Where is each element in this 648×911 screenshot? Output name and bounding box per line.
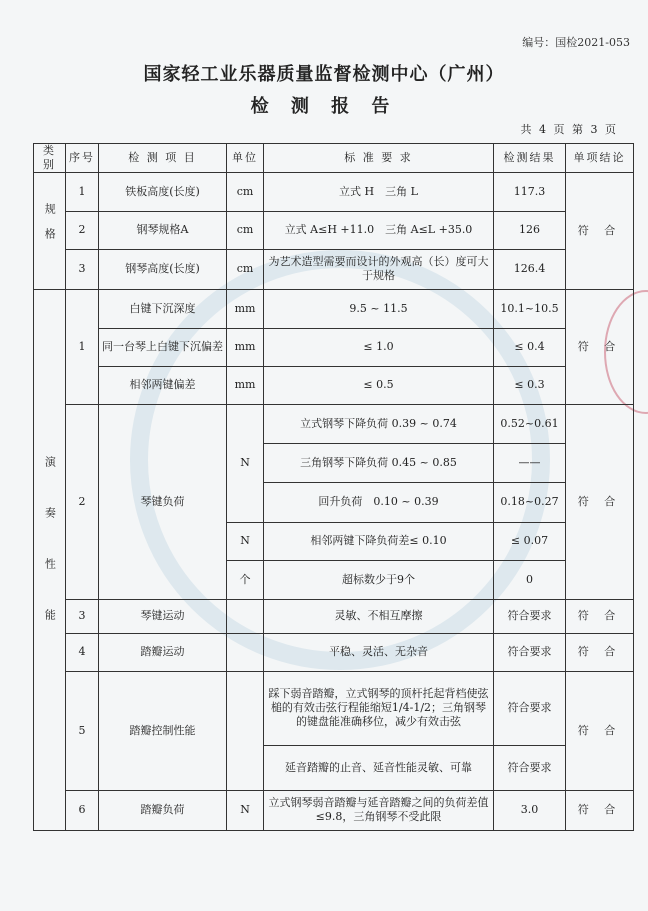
conclusion-cell: 符 合 [566,172,634,289]
unit-cell [227,671,264,790]
category-cell [34,289,66,830]
unit-cell: N [227,790,264,830]
result-cell: 117.3 [494,172,566,211]
table-row [34,366,634,404]
unit-cell: N [227,522,264,560]
standard-cell: 灵敏、不相互摩擦 [264,599,494,633]
standard-cell: 三角钢琴下降负荷 0.45 ~ 0.85 [264,443,494,482]
conclusion-cell: 符 合 [566,289,634,404]
standard-cell: 立式钢琴下降负荷 0.39 ~ 0.74 [264,404,494,443]
org-title: 国家轻工业乐器质量监督检测中心（广州） [143,64,505,85]
item-cell: 白键下沉深度 [99,289,227,328]
table-row [34,404,634,443]
standard-cell: 立式 A≤H +11.0 三角 A≤L +35.0 [264,211,494,249]
inspection-table [33,143,634,831]
unit-cell [227,633,264,671]
item-cell: 琴键负荷 [99,404,227,599]
table-header-row [34,144,634,173]
table-row [34,211,634,249]
seq-cell: 3 [66,599,99,633]
header-category: 类别 [34,144,66,173]
result-cell: 符合要求 [494,671,566,745]
table-row [34,633,634,671]
unit-cell: cm [227,249,264,289]
report-title: 检 测 报 告 [250,96,398,117]
unit-cell: 个 [227,560,264,599]
conclusion-cell: 符 合 [566,404,634,599]
item-cell: 踏瓣控制性能 [99,671,227,790]
item-cell: 同一台琴上白键下沉偏差 [99,328,227,366]
result-cell: 符合要求 [494,633,566,671]
item-cell: 相邻两键偏差 [99,366,227,404]
result-cell: 0.18~0.27 [494,482,566,522]
category-cell [34,172,66,289]
table-row [34,790,634,830]
standard-cell: 超标数少于9个 [264,560,494,599]
item-cell: 钢琴规格A [99,211,227,249]
page-info: 共 4 页 第 3 页 [520,123,618,136]
item-cell: 琴键运动 [99,599,227,633]
item-cell: 铁板高度(长度) [99,172,227,211]
conclusion-cell: 符 合 [566,671,634,790]
result-cell: 符合要求 [494,745,566,790]
seq-cell: 5 [66,671,99,790]
doc-number: 编号：国检2021-053 [522,36,630,49]
result-cell: ≤ 0.3 [494,366,566,404]
header-standard: 标 准 要 求 [264,144,494,173]
standard-cell: 为艺术造型需要而设计的外观高（长）度可大于规格 [264,249,494,289]
category-spec: 规格 [43,202,57,253]
result-cell: 0 [494,560,566,599]
header-result: 检测结果 [494,144,566,173]
header-seq: 序号 [66,144,99,173]
table-row [34,671,634,745]
standard-cell: 立式 H 三角 L [264,172,494,211]
table-row [34,599,634,633]
table-row [34,249,634,289]
result-cell: 10.1~10.5 [494,289,566,328]
standard-cell: ≤ 0.5 [264,366,494,404]
standard-cell: ≤ 1.0 [264,328,494,366]
seq-cell: 1 [66,172,99,211]
unit-cell: mm [227,328,264,366]
conclusion-cell: 符 合 [566,633,634,671]
standard-cell: 踩下弱音踏瓣，立式钢琴的顶杆托起背档使弦槌的有效击弦行程能缩短1/4-1/2；三角钢琴的键盘能准确移位，减少有效击弦 [264,671,494,745]
seq-cell: 3 [66,249,99,289]
result-cell: —— [494,443,566,482]
result-cell: ≤ 0.07 [494,522,566,560]
unit-cell: mm [227,289,264,328]
header-conclusion: 单项结论 [566,144,634,173]
unit-cell: mm [227,366,264,404]
conclusion-cell: 符 合 [566,790,634,830]
seq-cell: 6 [66,790,99,830]
item-cell: 踏瓣负荷 [99,790,227,830]
unit-cell [227,599,264,633]
result-cell: 3.0 [494,790,566,830]
standard-cell: 立式钢琴弱音踏瓣与延音踏瓣之间的负荷差值≤9.8，三角钢琴不受此限 [264,790,494,830]
unit-cell: N [227,404,264,522]
unit-cell: cm [227,211,264,249]
standard-cell: 回升负荷 0.10 ~ 0.39 [264,482,494,522]
result-cell: 126.4 [494,249,566,289]
seq-cell: 4 [66,633,99,671]
standard-cell: 相邻两键下降负荷差≤ 0.10 [264,522,494,560]
header-unit: 单位 [227,144,264,173]
seq-cell: 1 [66,289,99,404]
result-cell: 126 [494,211,566,249]
result-cell: 符合要求 [494,599,566,633]
standard-cell: 延音踏瓣的止音、延音性能灵敏、可靠 [264,745,494,790]
table-row [34,289,634,328]
seq-cell: 2 [66,211,99,249]
seq-cell: 2 [66,404,99,599]
standard-cell: 9.5 ~ 11.5 [264,289,494,328]
conclusion-cell: 符 合 [566,599,634,633]
standard-cell: 平稳、灵活、无杂音 [264,633,494,671]
unit-cell: cm [227,172,264,211]
item-cell: 踏瓣运动 [99,633,227,671]
category-performance: 演奏性能 [43,455,57,660]
table-row [34,328,634,366]
table-row [34,172,634,211]
result-cell: ≤ 0.4 [494,328,566,366]
item-cell: 钢琴高度(长度) [99,249,227,289]
header-item: 检 测 项 目 [99,144,227,173]
result-cell: 0.52~0.61 [494,404,566,443]
